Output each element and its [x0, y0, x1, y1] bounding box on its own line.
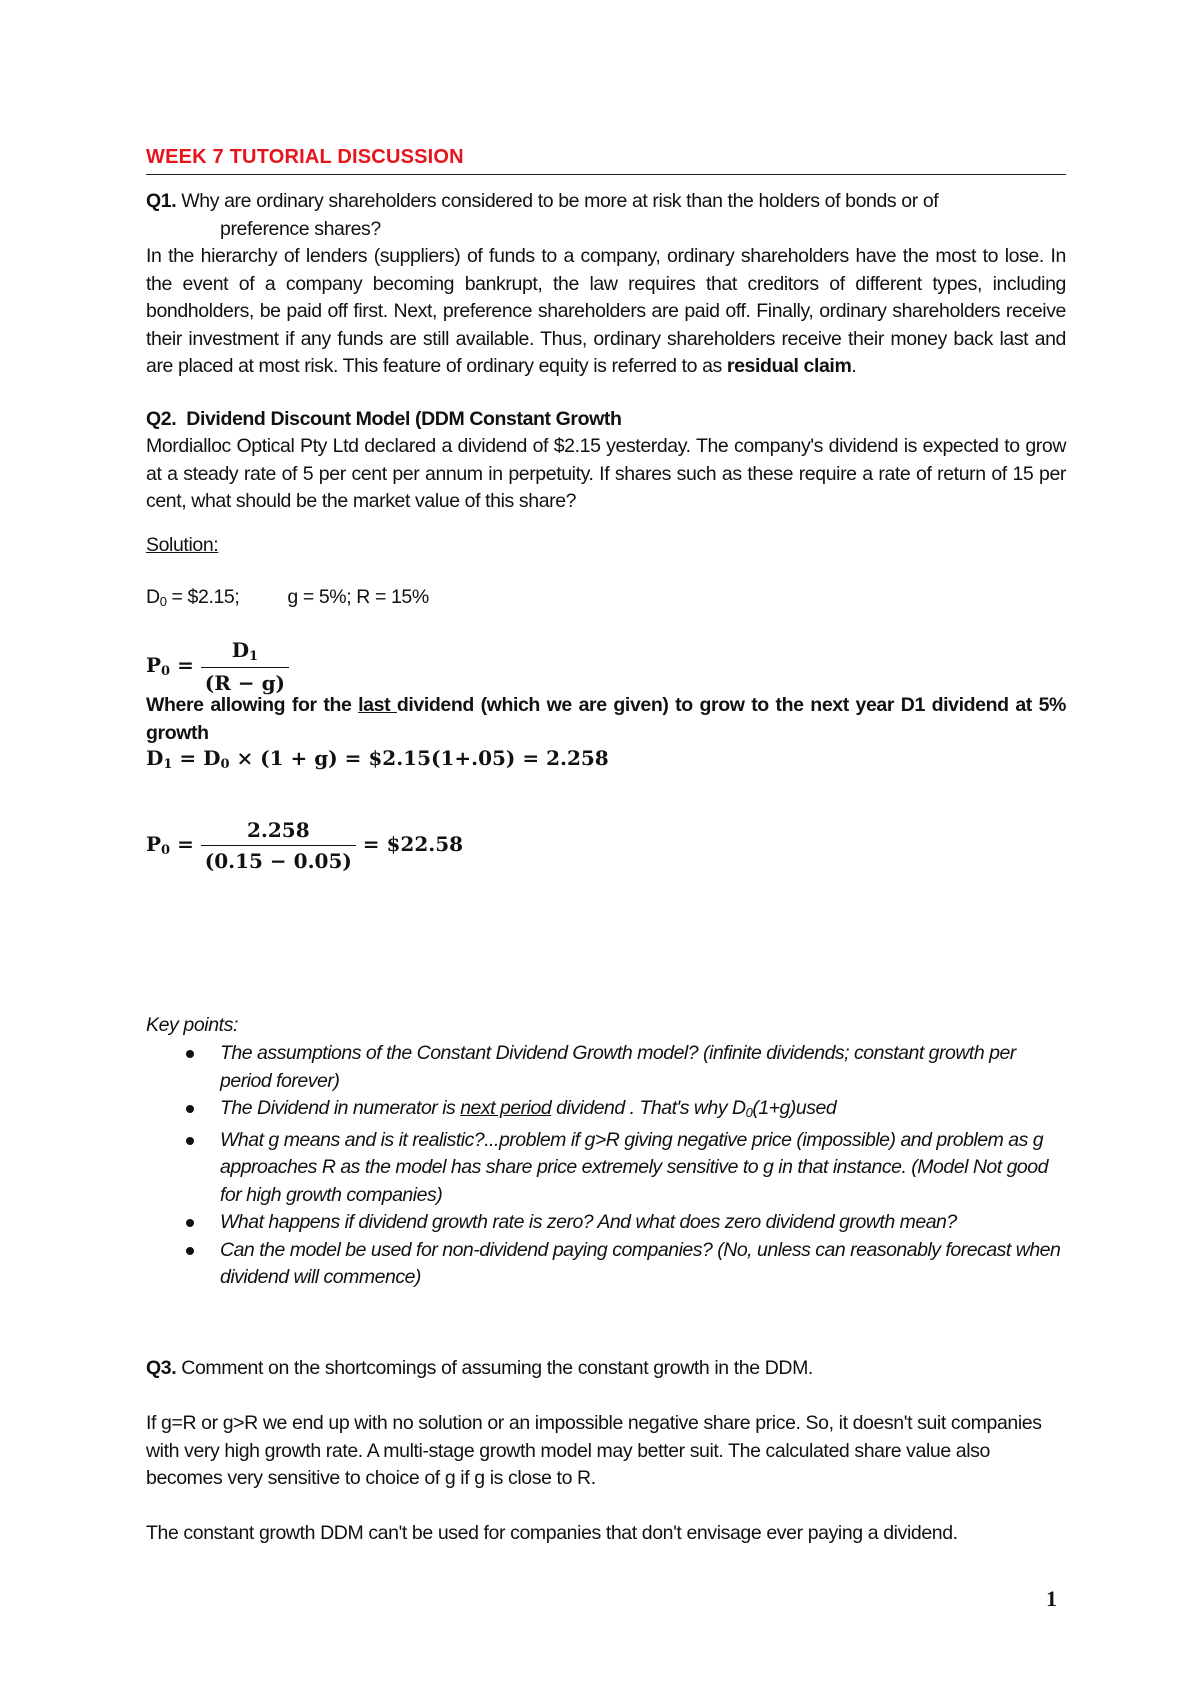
q1-answer-bold-term: residual claim [726, 355, 852, 377]
formula-d1: $D_1 = D_0 \times (1 + g)$ = $2.15(1+.05) = 2.258 [146, 746, 609, 772]
q1-question-line1: Why are ordinary shareholders considered to be more at risk than the holders of bonds or of [181, 190, 939, 212]
bullet-icon [186, 1137, 194, 1145]
q2-problem: Mordialloc Optical Pty Ltd declared a dividend of $2.15 yesterday. The company's dividend is expected to grow at a steady rate of 5 per cent per annum in perpetuity. If shares such as these require a rate of return of 15 per cent, what should be the market value of this share? [146, 435, 1066, 512]
q1-answer-main: In the hierarchy of lenders (suppliers) of funds to a company, ordinary shareholders have the most to lose. In the event of a company becoming bankrupt, the law requires that creditors of different types, including bondholders, be paid off first. Next, preference shareholders are paid off. Finally, ordinary shareholders receive their investment if any funds are still available. Thus, ordinary shareholders receive their money back last and are placed at most risk. This feature of ordinary equity is referred to as [146, 245, 1066, 377]
key-points-list [186, 1040, 1066, 1292]
q3-question [146, 1355, 1066, 1383]
q2-heading [146, 406, 1066, 434]
key-point-item: The Dividend in numerator is next period dividend . That's why $D_0(1+g)used$ [186, 1095, 1066, 1127]
q1-question [146, 188, 1066, 243]
q3-label: Q3. [146, 1357, 177, 1379]
q1-answer-end: . [851, 355, 857, 377]
bullet-icon [186, 1050, 194, 1058]
q3-paragraph-2: The constant growth DDM can't be used for companies that don't envisage ever paying a dividend. [146, 1522, 958, 1544]
key-point-item: Can the model be used for non-dividend paying companies? (No, unless can reasonably forecast when dividend will commence) [186, 1237, 1066, 1292]
formula-price-result: $P_0$ = $\frac{2.258}{(0.15 - 0.05)}$ = $22.58 [146, 818, 464, 873]
title-underline-rule [146, 174, 1066, 175]
page-number: 1 [1046, 1586, 1057, 1611]
bullet-icon [186, 1247, 194, 1255]
bullet-icon [186, 1105, 194, 1113]
where-explanation: Where allowing for the last dividend (which we are given) to grow to the next year D1 dividend at 5% growth [146, 694, 1066, 744]
q1-answer [146, 243, 1066, 381]
q3-paragraph-1: If g=R or g>R we end up with no solution or an impossible negative share price. So, it doesn't suit companies with very high growth rate. A multi-stage growth model may better suit. The calculated share value also becomes very sensitive to choice of g if g is close to R. [146, 1412, 1042, 1489]
q2-heading-text: Dividend Discount Model (DDM Constant Growth [186, 408, 622, 430]
key-point-item: What happens if dividend growth rate is zero? And what does zero dividend growth mean? [186, 1209, 1066, 1237]
key-points-label: Key points: [146, 1014, 239, 1036]
formula-price-ddm: $P_0$ = $\frac{D_1}{(R - g)}$ [146, 638, 289, 695]
q3-question-text: Comment on the shortcomings of assuming the constant growth in the DDM. [181, 1357, 813, 1379]
key-point-item: The assumptions of the Constant Dividend Growth model? (infinite dividends; constant growth per period forever) [186, 1040, 1066, 1095]
key-point-item: What g means and is it realistic?...problem if g>R giving negative price (impossible) and problem as g approaches R as the model has share price extremely sensitive to g in that instance. (Model Not good for high growth companies) [186, 1127, 1066, 1210]
given-d0: $D_0$ = $2.15; [146, 586, 240, 609]
bullet-icon [186, 1219, 194, 1227]
document-title: WEEK 7 TUTORIAL DISCUSSION [146, 146, 464, 168]
formula3-fraction: $\frac{2.258}{(0.15 - 0.05)}$ [201, 818, 356, 873]
q1-label: Q1. [146, 190, 177, 212]
given-values [146, 584, 1066, 616]
q1-question-line2: preference shares? [220, 217, 381, 240]
formula1-fraction: $\frac{D_1}{(R - g)}$ [201, 638, 289, 695]
solution-label: Solution: [146, 534, 219, 556]
q2-label: Q2. [146, 408, 177, 430]
given-g-r: g = 5%; R = 15% [287, 586, 429, 608]
